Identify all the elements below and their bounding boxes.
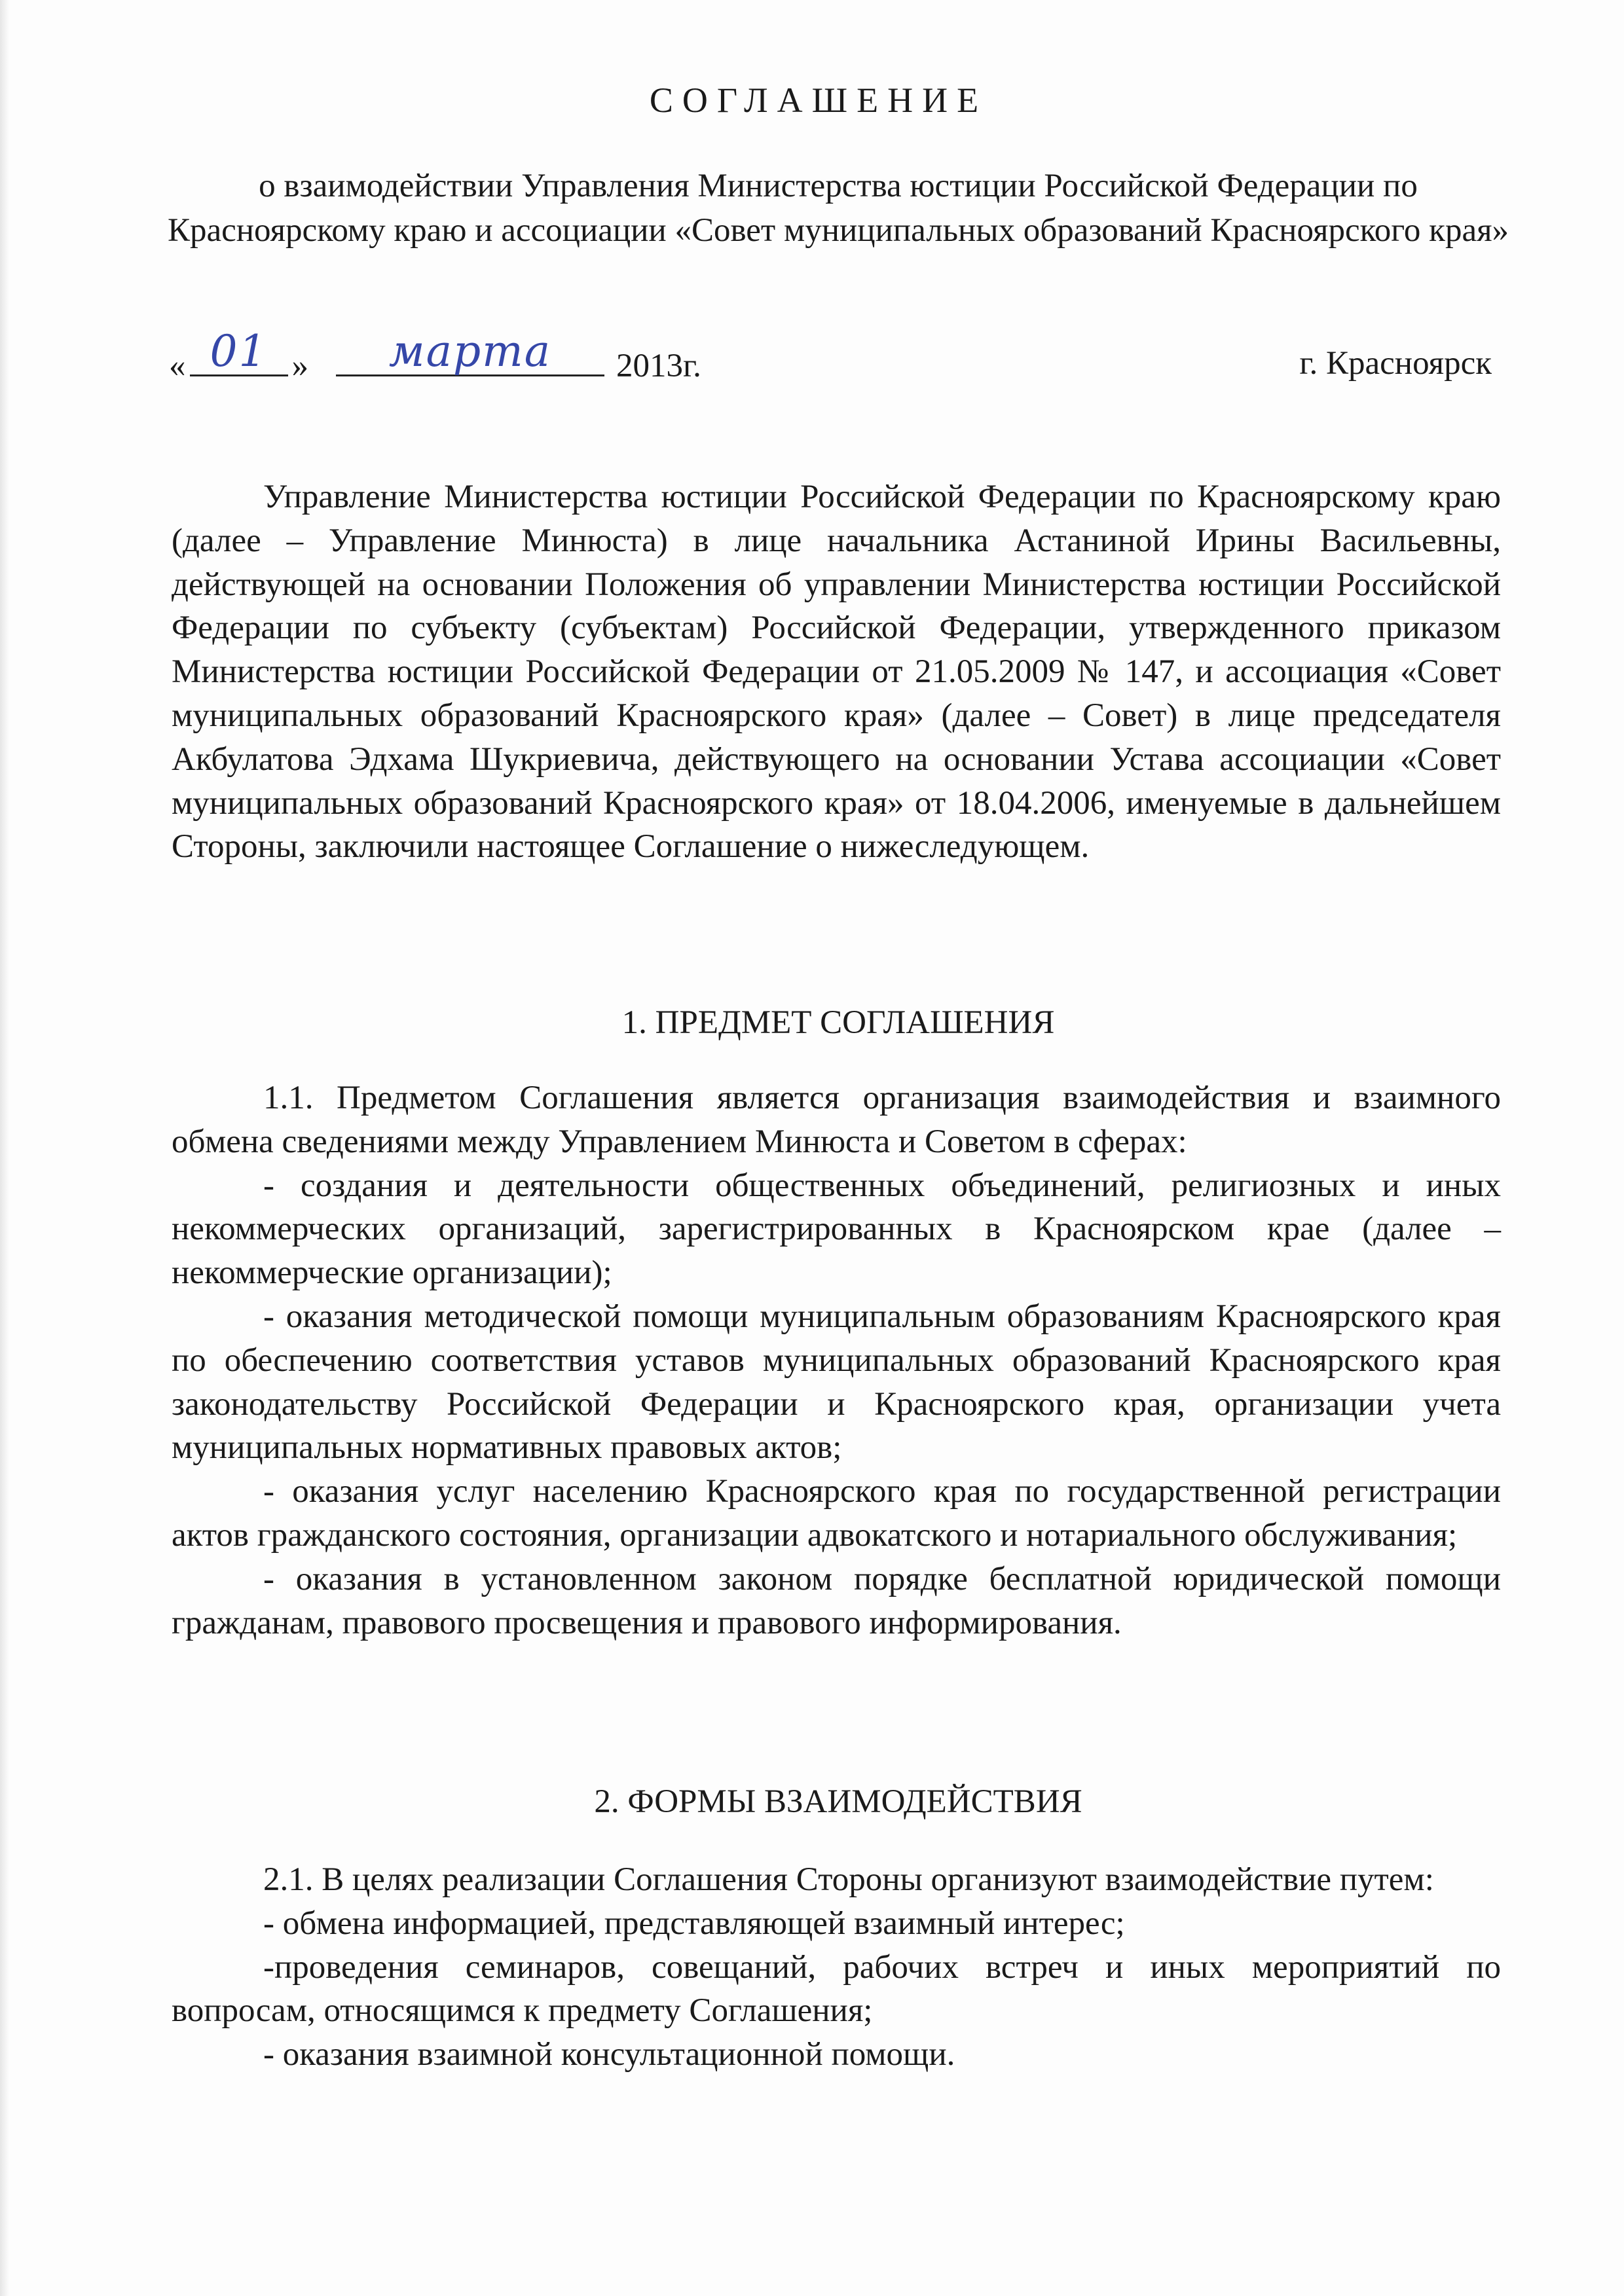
intro-paragraph: Управление Министерства юстиции Российской Федерации по Красноярскому краю (далее – Управление Минюста) в лице начальника Астаниной Ирины Васильевны, действующей на основании Положения об управлении Министерства юстиции Российской Федерации по субъекту (субъектам) Российской Федерации, утвержденного приказом Министерства юстиции Российской Федерации от 21.05.2009 № 147, и ассоциация «Совет муниципальных образований Красноярского края» (далее – Совет) в лице председателя Акбулатова Эдхама Шукриевича, действующего на основании Устава ассоциации «Совет муниципальных образований Красноярского края» от 18.04.2006, именуемые в дальнейшем Стороны, заключили настоящее Соглашение о нижеследующем. xyxy=(172,479,1501,866)
list-item: - оказания в установленном законом порядке бесплатной юридической помощи гражданам, правового просвещения и правового информирования. xyxy=(172,1560,1501,1641)
section-2-body xyxy=(172,1858,1501,2077)
section-1-body xyxy=(172,1076,1501,1645)
clause-2-1: 2.1. В целях реализации Соглашения Стороны организуют взаимодействие путем: xyxy=(263,1861,1434,1898)
scan-edge-shadow xyxy=(0,0,9,2296)
date-day-handwritten: 01 xyxy=(210,326,268,376)
section-1-heading: 1. ПРЕДМЕТ СОГЛАШЕНИЯ xyxy=(621,1004,1055,1041)
section-2-heading: 2. ФОРМЫ ВЗАИМОДЕЙСТВИЯ xyxy=(594,1783,1082,1820)
list-item: - оказания взаимной консультационной помощи. xyxy=(263,2036,955,2073)
date-close-quote: » xyxy=(291,348,308,384)
list-item: - обмена информацией, представляющей взаимный интерес; xyxy=(263,1904,1125,1942)
document-title: СОГЛАШЕНИЕ xyxy=(649,81,988,120)
document-subtitle: о взаимодействии Управления Министерства юстиции Российской Федерации по Красноярскому краю и ассоциации «Совет муниципальных образований Красноярского края» xyxy=(167,168,1509,249)
date-month-handwritten: марта xyxy=(388,326,552,376)
date-city: г. Красноярск xyxy=(1299,345,1492,382)
clause-1-1: 1.1. Предметом Соглашения является организация взаимодействия и взаимного обмена сведениями между Управлением Минюста и Советом в сферах: xyxy=(172,1080,1501,1160)
date-block xyxy=(169,326,701,395)
date-year: 2013г. xyxy=(616,348,701,384)
list-item: - создания и деятельности общественных объединений, религиозных и иных некоммерческих организаций, зарегистрированных в Красноярском крае (далее – некоммерческие организации); xyxy=(172,1167,1501,1292)
date-open-quote: « xyxy=(169,348,186,384)
list-item: - оказания методической помощи муниципальным образованиям Красноярского края по обеспечению соответствия уставов муниципальных образований Красноярского края законодательству Российской Федерации и Красноярского края, организации учета муниципальных нормативных правовых актов; xyxy=(172,1298,1501,1467)
intro-block xyxy=(172,475,1501,869)
date-day-blank xyxy=(190,326,288,376)
list-item: -проведения семинаров, совещаний, рабочих встреч и иных мероприятий по вопросам, относящимся к предмету Соглашения; xyxy=(172,1948,1501,2030)
date-month-blank xyxy=(336,326,604,376)
date-line xyxy=(169,326,1492,393)
list-item: - оказания услуг населению Красноярского края по государственной регистрации актов гражданского состояния, организации адвокатского и нотариального обслуживания; xyxy=(172,1473,1501,1554)
